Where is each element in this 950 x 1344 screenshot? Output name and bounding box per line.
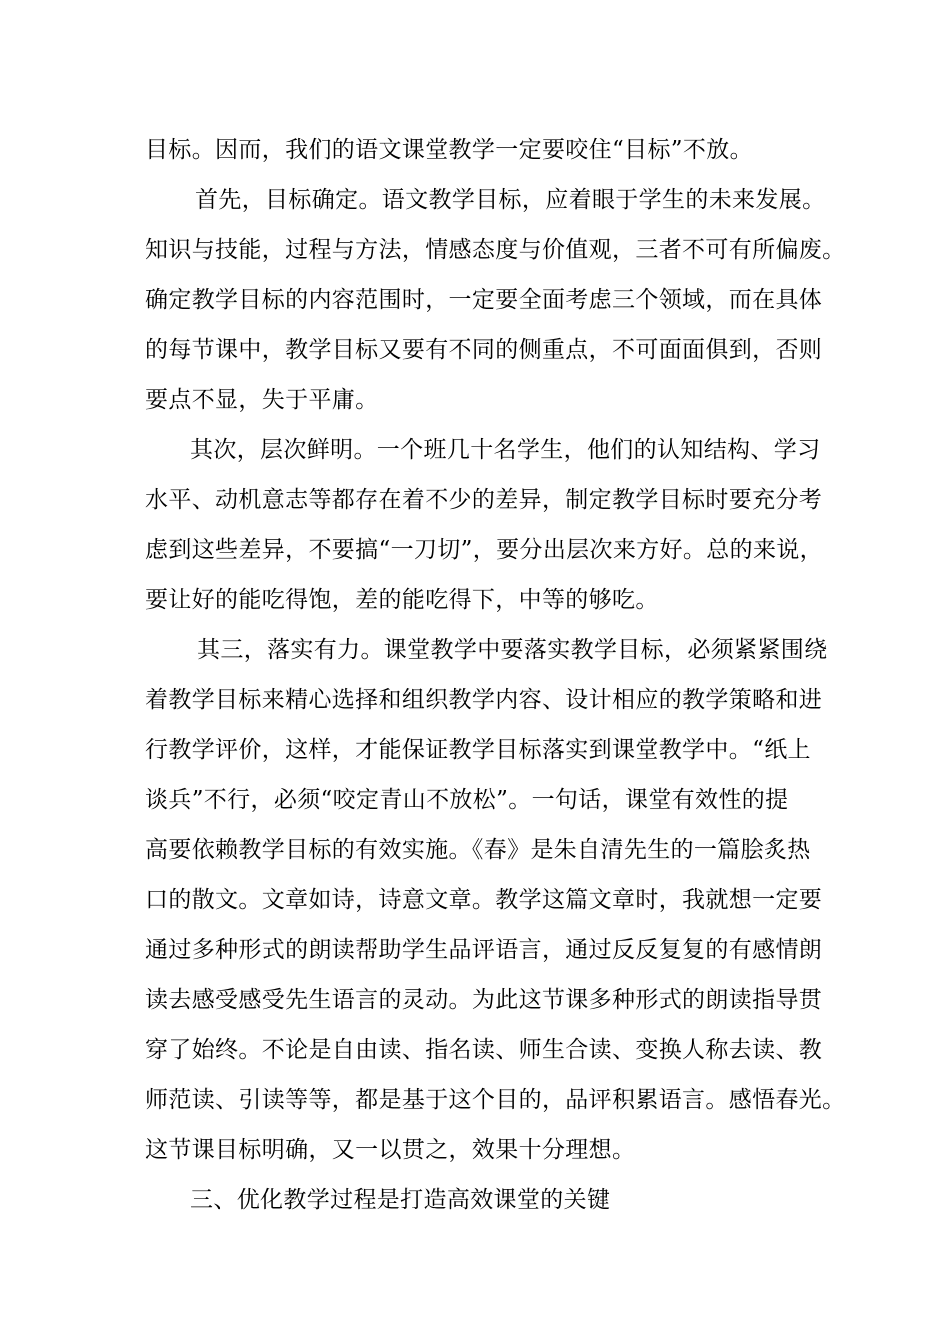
text-line: 确定教学目标的内容范围时，一定要全面考虑三个领域，而在具体 <box>145 287 823 313</box>
section-heading: 三、优化教学过程是打造高效课堂的关键 <box>190 1187 611 1213</box>
paragraph-first-line: 其三，落实有力。课堂教学中要落实教学目标，必须紧紧围绕 <box>197 637 828 663</box>
text-line: 目标。因而，我们的语文课堂教学一定要咬住“目标”不放。 <box>145 137 753 163</box>
text-line: 水平、动机意志等都存在着不少的差异，制定教学目标时要充分考 <box>145 487 823 513</box>
text-line: 行教学评价，这样，才能保证教学目标落实到课堂教学中。“纸上 <box>145 737 811 763</box>
text-line: 的每节课中，教学目标又要有不同的侧重点，不可面面俱到，否则 <box>145 337 823 363</box>
text-line: 要点不显，失于平庸。 <box>145 387 379 413</box>
text-line: 师范读、引读等等，都是基于这个目的，品评积累语言。感悟春光。 <box>145 1087 846 1113</box>
text-line: 高要依赖教学目标的有效实施。《春》是朱自清先生的一篇脍炙热 <box>145 837 811 863</box>
text-line: 虑到这些差异，不要搞“一刀切”，要分出层次来方好。总的来说， <box>145 537 824 563</box>
text-line: 要让好的能吃得饱，差的能吃得下，中等的够吃。 <box>145 587 659 613</box>
text-line: 着教学目标来精心选择和组织教学内容、设计相应的教学策略和进 <box>145 687 823 713</box>
text-line: 知识与技能，过程与方法，情感态度与价值观，三者不可有所偏废。 <box>145 237 846 263</box>
text-line: 口的散文。文章如诗，诗意文章。教学这篇文章时，我就想一定要 <box>145 887 823 913</box>
paragraph-first-line: 其次，层次鲜明。一个班几十名学生，他们的认知结构、学习 <box>190 437 821 463</box>
text-line: 通过多种形式的朗读帮助学生品评语言，通过反反复复的有感情朗 <box>145 937 823 963</box>
text-line: 穿了始终。不论是自由读、指名读、师生合读、变换人称去读、教 <box>145 1037 823 1063</box>
text-line: 谈兵”不行，必须“咬定青山不放松”。一句话，课堂有效性的提 <box>145 787 789 813</box>
text-line: 这节课目标明确，又一以贯之，效果十分理想。 <box>145 1137 636 1163</box>
text-line: 读去感受感受先生语言的灵动。为此这节课多种形式的朗读指导贯 <box>145 987 823 1013</box>
paragraph-first-line: 首先，目标确定。语文教学目标，应着眼于学生的未来发展。 <box>195 187 826 213</box>
